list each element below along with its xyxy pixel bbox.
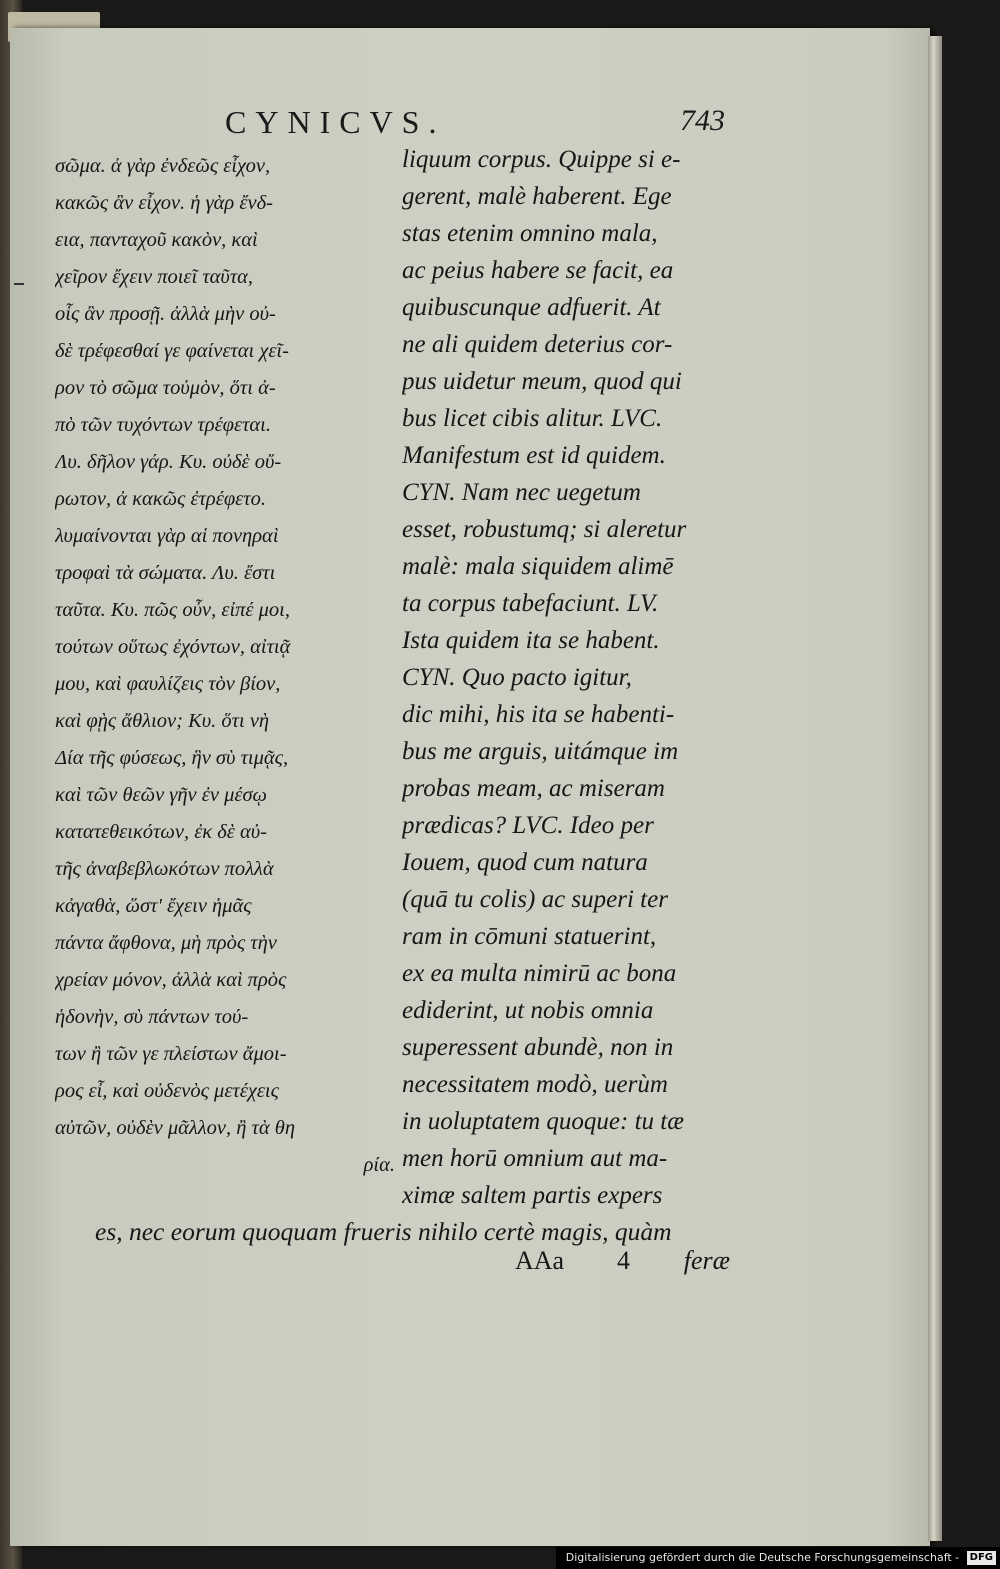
greek-text-line: ρον τὸ σῶμα τοὐμὸν, ὅτι ἀ- bbox=[55, 377, 276, 399]
greek-text-line: κατατεθεικότων, ἐκ δὲ αὐ- bbox=[55, 821, 267, 843]
latin-text-line: ximæ saltem partis expers bbox=[402, 1182, 663, 1209]
greek-text-line: ρωτον, ἀ κακῶς ἐτρέφετο. bbox=[55, 488, 266, 510]
full-width-line: es, nec eorum quoquam frueris nihilo certè magis, quàm bbox=[95, 1217, 672, 1246]
greek-text-line: οἷς ἂν προσῇ. ἀλλὰ μὴν οὐ- bbox=[55, 303, 276, 325]
latin-text-line: ne ali quidem deterius cor- bbox=[402, 331, 673, 358]
greek-text-line: ἡδονὴν, σὺ πάντων τού- bbox=[55, 1006, 249, 1028]
greek-text-line: τούτων οὕτως ἐχόντων, αἰτιᾷ bbox=[55, 636, 291, 658]
greek-text-line: ρος εἶ, καὶ οὐδενὸς μετέχεις bbox=[55, 1080, 279, 1102]
latin-text-line: quibuscunque adfuerit. At bbox=[402, 294, 661, 321]
catchword: feræ bbox=[683, 1246, 730, 1275]
latin-text-line: dic mihi, his ita se habenti- bbox=[402, 701, 675, 728]
greek-text-line: πὸ τῶν τυχόντων τρέφεται. bbox=[55, 414, 271, 436]
latin-text-line: CYN. Quo pacto igitur, bbox=[402, 664, 632, 691]
page-number: 743 bbox=[680, 104, 725, 137]
greek-text-line: αὐτῶν, οὐδὲν μᾶλλον, ἢ τὰ θη bbox=[55, 1117, 295, 1139]
signature-number: 4 bbox=[617, 1246, 630, 1275]
latin-text-line: pus uidetur meum, quod qui bbox=[402, 368, 682, 395]
latin-text-line: stas etenim omnino mala, bbox=[402, 220, 658, 247]
latin-text-line: Iouem, quod cum natura bbox=[402, 849, 648, 876]
greek-text-line: των ἢ τῶν γε πλείστων ἄμοι- bbox=[55, 1043, 287, 1065]
latin-text-line: ex ea multa nimirū ac bona bbox=[402, 960, 677, 987]
latin-text-line: ediderint, ut nobis omnia bbox=[402, 997, 654, 1024]
dfg-logo: DFG bbox=[967, 1551, 996, 1565]
latin-text-line: men horū omnium aut ma- bbox=[402, 1145, 668, 1172]
latin-text-line: probas meam, ac miseram bbox=[402, 775, 665, 802]
greek-text-line: χεῖρον ἔχειν ποιεῖ ταῦτα, bbox=[55, 266, 254, 288]
latin-text-line: prædicas? LVC. Ideo per bbox=[402, 812, 654, 839]
greek-text-line: καὶ φῂς ἄθλιον; Κυ. ὅτι νὴ bbox=[55, 710, 270, 732]
greek-text-line: μου, καὶ φαυλίζεις τὸν βίον, bbox=[55, 673, 281, 695]
greek-text-line: λυμαίνονται γὰρ αἱ πονηραὶ bbox=[55, 525, 279, 547]
margin-mark bbox=[14, 283, 24, 285]
greek-text-line: κακῶς ἂν εἶχον. ἡ γὰρ ἔνδ- bbox=[55, 192, 273, 214]
greek-text-line: ταῦτα. Κυ. πῶς οὖν, εἰπέ μοι, bbox=[55, 599, 290, 621]
latin-text-line: malè: mala siquidem alimē bbox=[402, 553, 674, 580]
latin-text-line: liquum corpus. Quippe si e- bbox=[402, 146, 681, 173]
latin-text-line: gerent, malè haberent. Ege bbox=[402, 183, 672, 210]
latin-text-line: ta corpus tabefaciunt. LV. bbox=[402, 590, 659, 617]
latin-text-line: necessitatem modò, uerùm bbox=[402, 1071, 668, 1098]
greek-text-line: χρείαν μόνον, ἀλλὰ καὶ πρὸς bbox=[55, 969, 287, 991]
signature-line bbox=[515, 1246, 730, 1282]
digitization-footer bbox=[556, 1547, 1000, 1569]
greek-text-line: δὲ τρέφεσθαί γε φαίνεται χεῖ- bbox=[55, 340, 289, 362]
latin-text-line: superessent abundè, non in bbox=[402, 1034, 674, 1061]
latin-text-line: esset, robustumq; si aleretur bbox=[402, 516, 687, 543]
latin-text-line: ram in cōmuni statuerint, bbox=[402, 923, 657, 950]
greek-text-line: τῆς ἀναβεβλωκότων πολλὰ bbox=[55, 858, 274, 880]
running-title: CYNICVS. bbox=[225, 104, 446, 140]
greek-text-line: κἀγαθὰ, ὥστ' ἔχειν ἡμᾶς bbox=[55, 895, 252, 917]
latin-text-line: (quā tu colis) ac superi ter bbox=[402, 886, 668, 913]
latin-text-line: CYN. Nam nec uegetum bbox=[402, 479, 641, 506]
footer-text: Digitalisierung gefördert durch die Deutsche Forschungsgemeinschaft - bbox=[565, 1551, 960, 1564]
greek-text-line: καὶ τῶν θεῶν γῆν ἐν μέσῳ bbox=[55, 784, 268, 806]
greek-column bbox=[55, 148, 395, 1184]
greek-text-line: σῶμα. ἀ γὰρ ἐνδεῶς εἶχον, bbox=[55, 155, 271, 177]
latin-text-line: bus me arguis, uitámque im bbox=[402, 738, 679, 765]
greek-text-line: εια, πανταχοῦ κακὸν, καὶ bbox=[55, 229, 258, 251]
page-edge bbox=[928, 36, 942, 1541]
running-head bbox=[225, 104, 725, 144]
greek-text-line: ρία. bbox=[363, 1154, 395, 1176]
greek-text-line: πάντα ἄφθονα, μὴ πρὸς τὴν bbox=[55, 932, 277, 954]
greek-text-line: Δία τῆς φύσεως, ἣν σὺ τιμᾷς, bbox=[55, 747, 289, 769]
greek-text-line: τροφαὶ τὰ σώματα. Λυ. ἔστι bbox=[55, 562, 276, 584]
greek-text-line: Λυ. δῆλον γάρ. Κυ. οὐδὲ οὔ- bbox=[55, 451, 282, 473]
latin-text-line: Manifestum est id quidem. bbox=[402, 442, 666, 469]
latin-text-line: in uoluptatem quoque: tu tæ bbox=[402, 1108, 684, 1135]
signature-mark: AAa bbox=[515, 1246, 565, 1275]
latin-column bbox=[402, 141, 732, 1214]
latin-text-line: bus licet cibis alitur. LVC. bbox=[402, 405, 663, 432]
latin-text-line: ac peius habere se facit, ea bbox=[402, 257, 674, 284]
latin-text-line: Ista quidem ita se habent. bbox=[402, 627, 660, 654]
